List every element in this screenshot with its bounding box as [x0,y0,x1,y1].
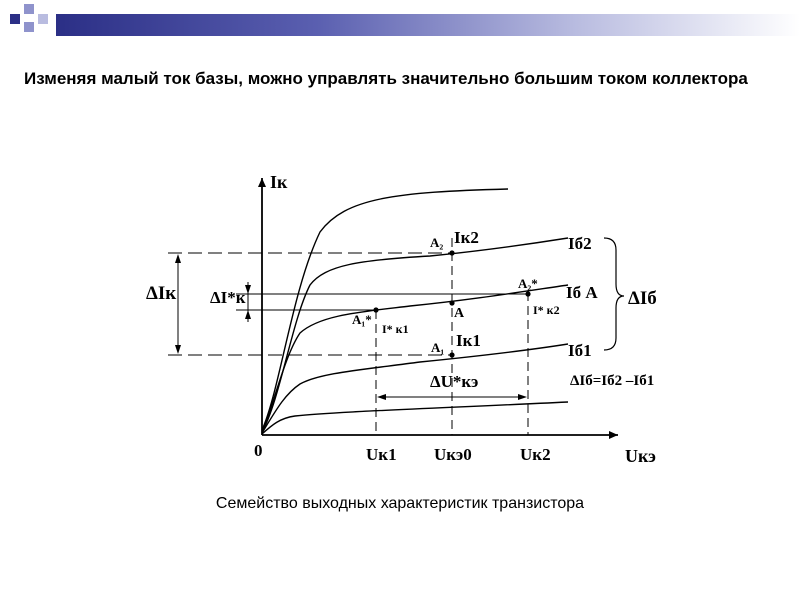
point-a1 [449,352,454,357]
delta-label-ik-star: ΔI*к [210,288,246,307]
current-label-ik2: Iк2 [454,228,479,247]
current-label-ik1: Iк1 [456,331,481,350]
point-a2-star [525,291,530,296]
voltage-label-uk2: Uк2 [520,445,551,464]
curve-label-iba: Iб А [566,283,598,302]
curve-iba [262,285,568,433]
point-label-a1-star: A₁* [352,312,372,327]
point-a [449,300,454,305]
voltage-label-uke0: Uкэ0 [434,445,472,464]
point-label-a: A [454,306,465,321]
curve-label-ib1: Iб1 [568,341,592,360]
slide-caption: Семейство выходных характеристик транзистора [215,495,585,512]
point-a2 [449,250,454,255]
delta-ib-formula: ΔIб=Iб2 –Iб1 [570,373,655,389]
delta-label-ik: ΔIк [146,283,177,304]
delta-label-uke-star: ΔU*кэ [430,372,479,391]
curve-lowest [262,402,568,434]
point-a1-star [373,307,378,312]
curve-label-ib2: Iб2 [568,234,592,253]
point-label-a2-star: A₂* [518,276,538,291]
origin-label: 0 [254,441,263,460]
x-axis-label: Uкэ [625,446,656,466]
curve-ib1 [262,344,568,433]
delta-ib-brace [604,238,624,350]
current-label-ik1-star: I* к1 [382,322,409,336]
y-axis-label: Iк [270,172,288,192]
delta-label-ib: ΔIб [628,288,657,309]
point-label-a2: A₂ [430,235,444,250]
curve-ib2 [262,238,568,432]
current-label-ik2-star: I* к2 [533,303,560,317]
slide-headline: Изменяя малый ток базы, можно управлять значительно большим током коллектора [24,69,748,88]
voltage-label-uk1: Uк1 [366,445,397,464]
point-label-a1: A₁ [431,340,445,355]
